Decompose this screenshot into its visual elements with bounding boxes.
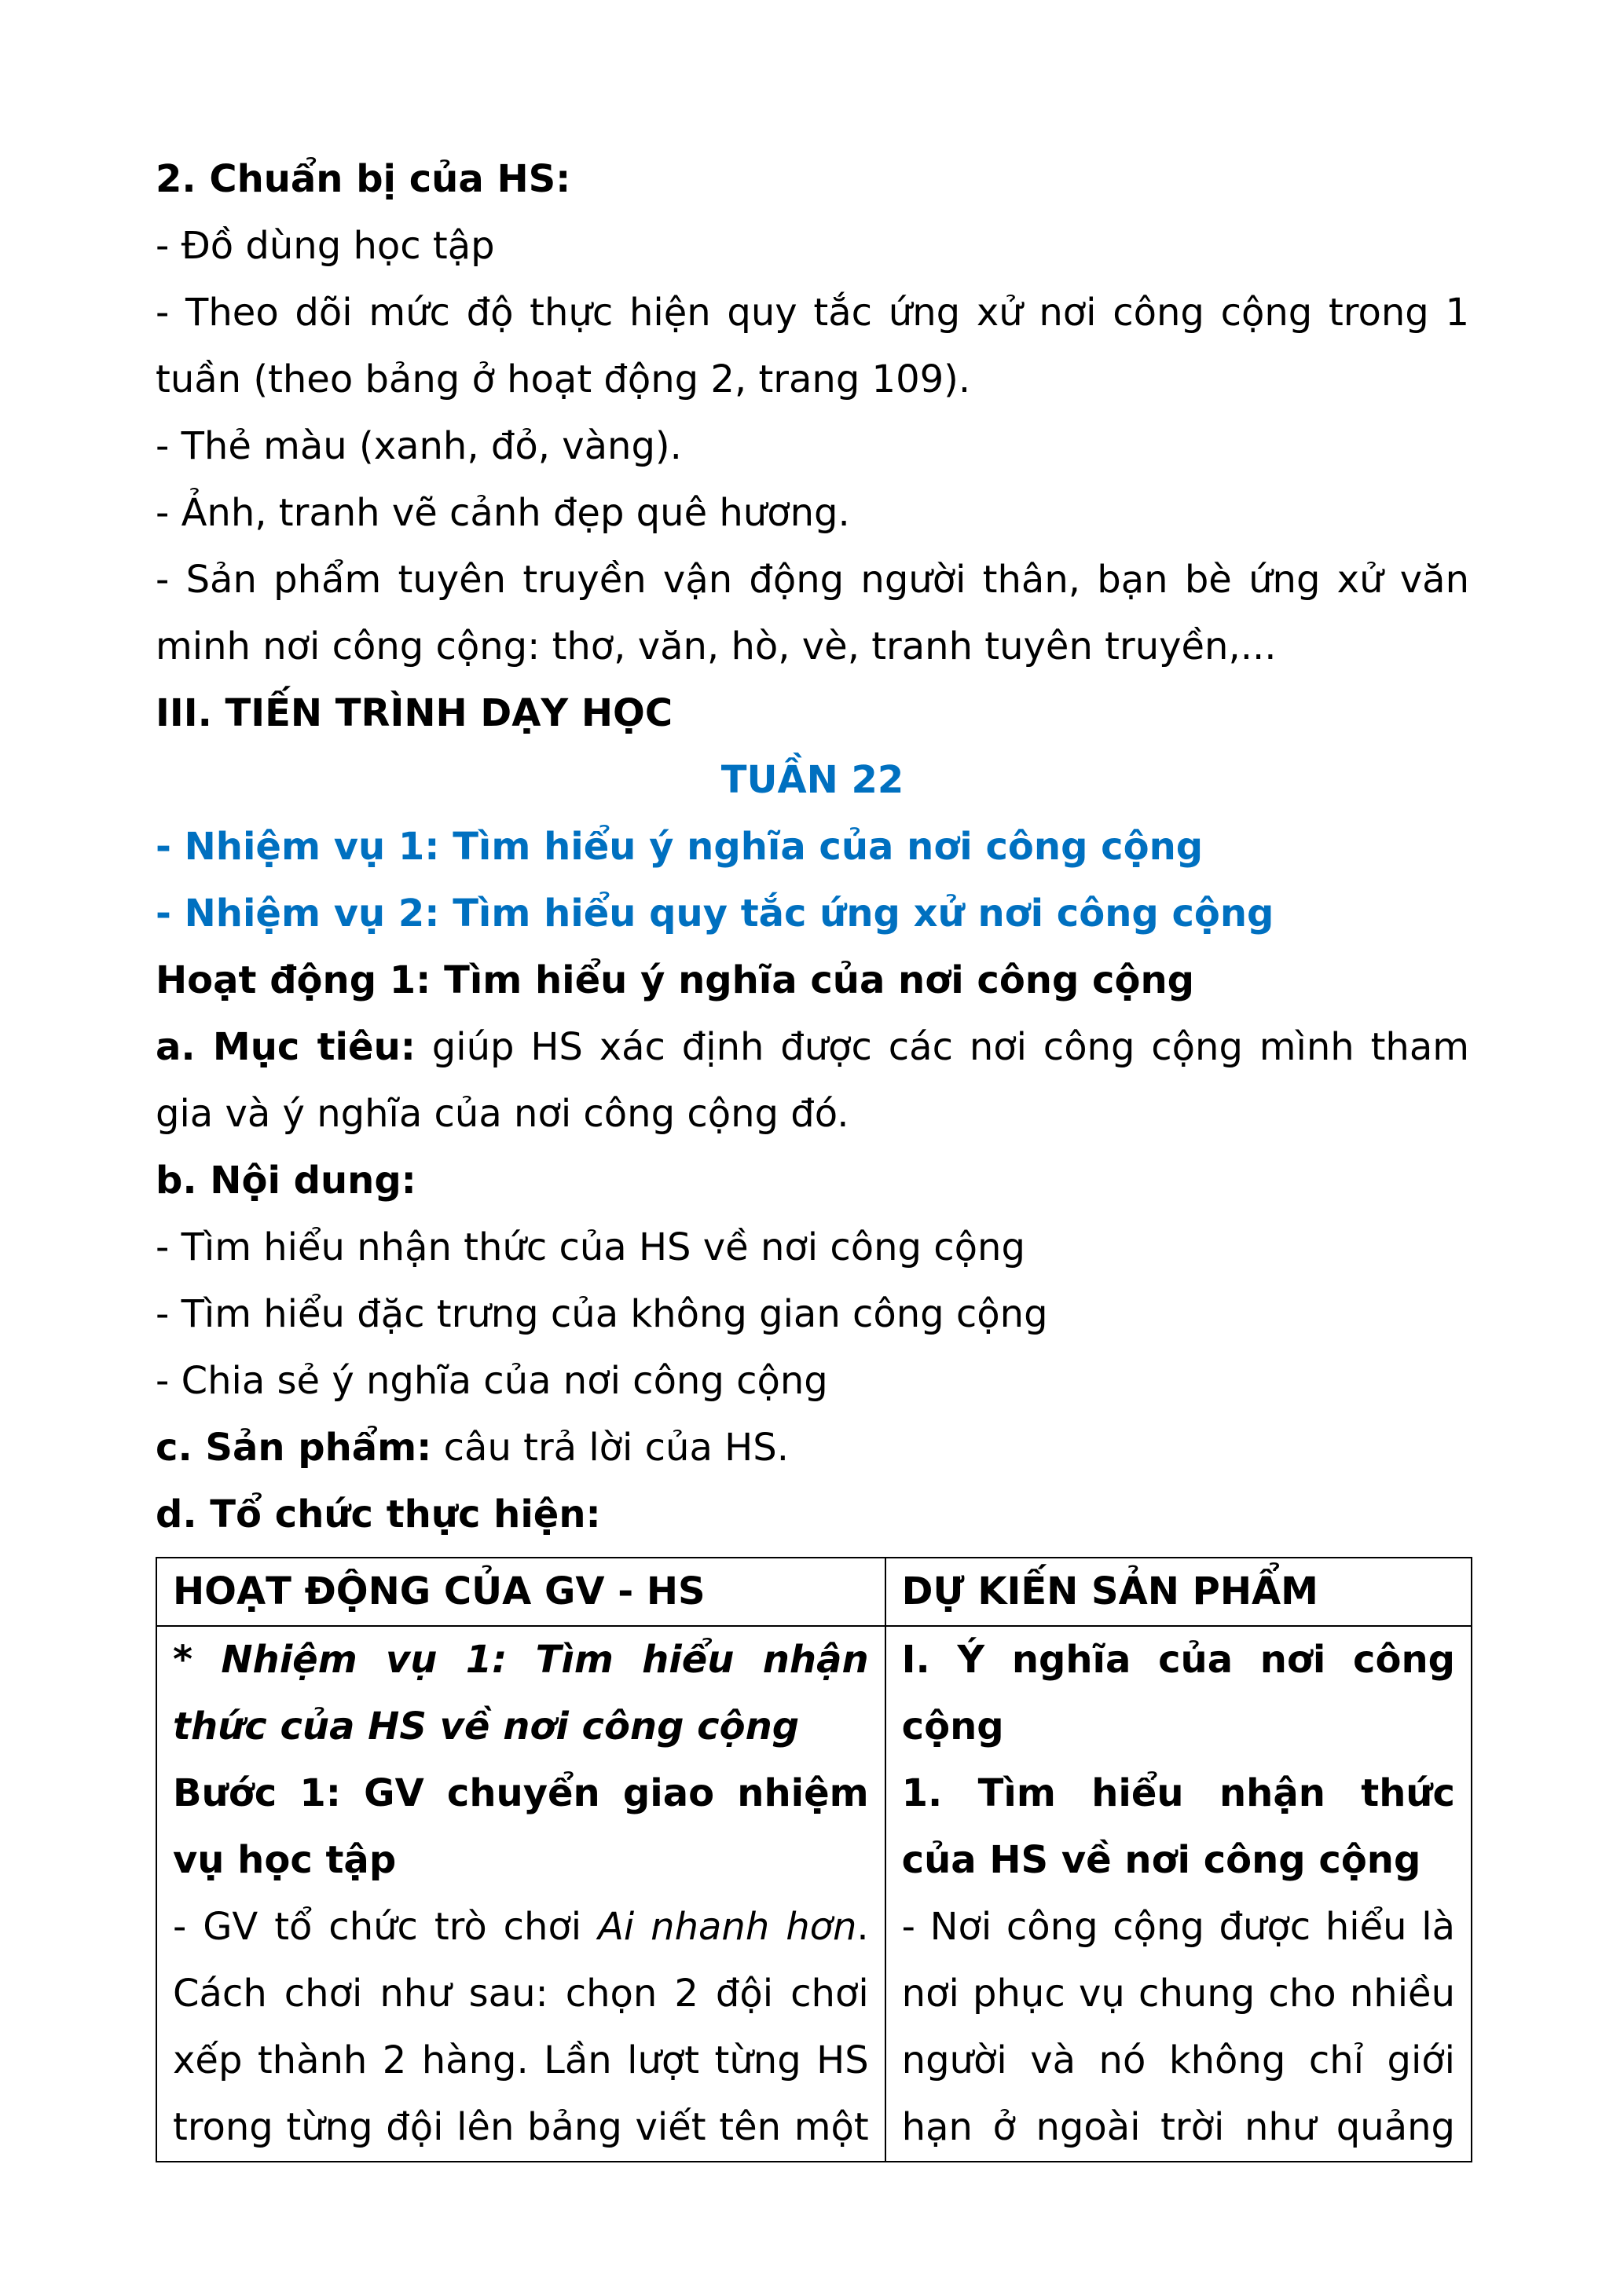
content-item: - Chia sẻ ý nghĩa của nơi công cộng [156, 1359, 828, 1403]
paragraph-line: nơi phục vụ chung cho nhiều [901, 1972, 1455, 2016]
text-run: . [856, 1905, 869, 1949]
text-run: - GV tổ chức trò chơi [173, 1905, 599, 1949]
content-label: b. Nội dung: [156, 1159, 416, 1203]
task-heading: - Nhiệm vụ 1: Tìm hiểu ý nghĩa của nơi công cộng [156, 825, 1204, 869]
prep-item: tuần (theo bảng ở hoạt động 2, trang 109). [156, 357, 971, 401]
organization-label: d. Tổ chức thực hiện: [156, 1492, 601, 1536]
goal-line: gia và ý nghĩa của nơi công cộng đó. [156, 1092, 849, 1136]
activity-table [156, 1557, 1472, 2162]
game-name: Ai nhanh hơn [598, 1905, 857, 1949]
prep-item: minh nơi công cộng: thơ, văn, hò, vè, tranh tuyên truyền,... [156, 624, 1277, 668]
prep-item: - Thẻ màu (xanh, đỏ, vàng). [156, 424, 682, 468]
subsection-line: của HS về nơi công cộng [901, 1838, 1421, 1882]
product-label: c. Sản phẩm: [156, 1426, 432, 1470]
content-item: - Tìm hiểu đặc trưng của không gian công cộng [156, 1292, 1048, 1336]
product-text: câu trả lời của HS. [431, 1426, 789, 1470]
goal-line [156, 1014, 1469, 1081]
table-header-cell: HOẠT ĐỘNG CỦA GV - HS [156, 1558, 885, 1626]
paragraph-line: xếp thành 2 hàng. Lần lượt từng HS [173, 2038, 869, 2082]
goal-text: giúp HS xác định được các nơi công cộng mình tham [415, 1025, 1469, 1069]
expected-product-cell [885, 1626, 1472, 2162]
table-row [156, 1626, 1472, 2162]
prep-item: - Theo dõi mức độ thực hiện quy tắc ứng xử nơi công cộng trong 1 [156, 291, 1469, 335]
step-line: Bước 1: GV chuyển giao nhiệm [173, 1771, 869, 1815]
step-line: vụ học tập [173, 1838, 397, 1882]
paragraph-line: người và nó không chỉ giới [901, 2038, 1455, 2082]
paragraph-line: - Nơi công cộng được hiểu là [901, 1905, 1455, 1949]
section-heading: III. TIẾN TRÌNH DẠY HỌC [156, 691, 673, 735]
prep-item: - Sản phẩm tuyên truyền vận động người thân, bạn bè ứng xử văn [156, 558, 1469, 602]
prep-heading: 2. Chuẩn bị của HS: [156, 157, 571, 201]
task-heading: - Nhiệm vụ 2: Tìm hiểu quy tắc ứng xử nơi công cộng [156, 892, 1274, 936]
activity-title: Hoạt động 1: Tìm hiểu ý nghĩa của nơi công cộng [156, 958, 1194, 1002]
prep-item: - Ảnh, tranh vẽ cảnh đẹp quê hương. [156, 491, 850, 535]
document-page [156, 146, 1469, 1548]
prep-item: - Đồ dùng học tập [156, 224, 495, 268]
table-header-row [156, 1558, 1472, 1626]
task-line: * Nhiệm vụ 1: Tìm hiểu nhận [173, 1638, 869, 1682]
teacher-student-activity-cell [156, 1626, 885, 2162]
paragraph-line [173, 1894, 869, 1961]
product-line [156, 1415, 1469, 1481]
week-heading: TUẦN 22 [720, 758, 904, 802]
paragraph-line: Cách chơi như sau: chọn 2 đội chơi [173, 1972, 869, 2016]
table-header-cell: DỰ KIẾN SẢN PHẨM [885, 1558, 1472, 1626]
task-line: thức của HS về nơi công cộng [173, 1705, 800, 1749]
paragraph-line: hạn ở ngoài trời như quảng [901, 2105, 1455, 2149]
subsection-line: 1. Tìm hiểu nhận thức [901, 1771, 1455, 1815]
content-item: - Tìm hiểu nhận thức của HS về nơi công cộng [156, 1225, 1025, 1269]
section-line: cộng [901, 1705, 1004, 1749]
goal-label: a. Mục tiêu: [156, 1025, 416, 1069]
section-line: I. Ý nghĩa của nơi công [901, 1638, 1455, 1682]
paragraph-line: trong từng đội lên bảng viết tên một [173, 2105, 869, 2149]
